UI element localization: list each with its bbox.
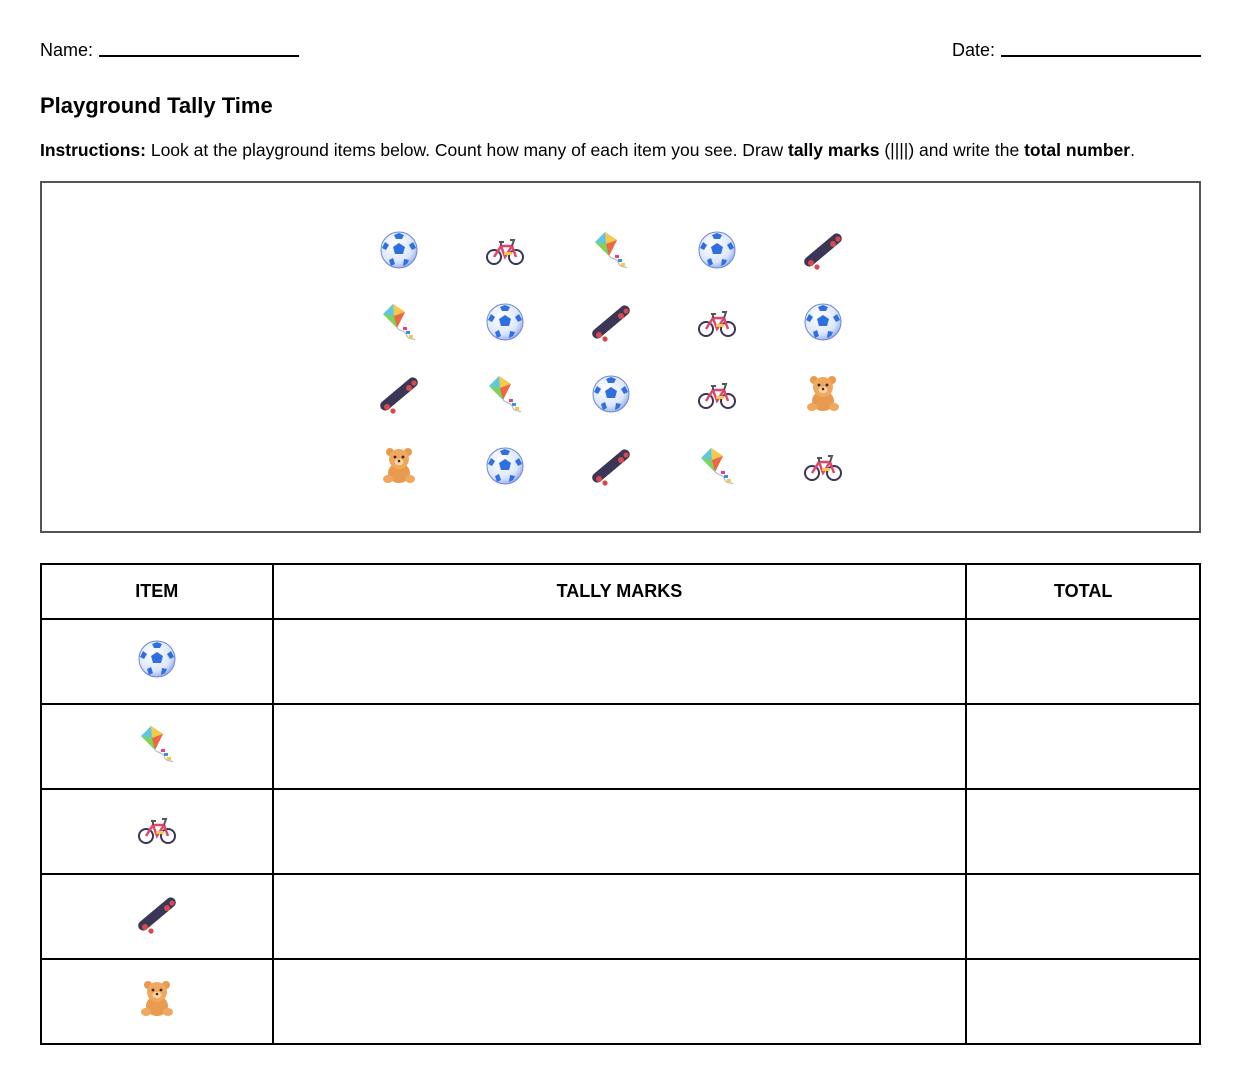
name-input-line[interactable] bbox=[99, 39, 299, 57]
instructions-bold-tally: tally marks bbox=[788, 140, 880, 160]
kite-icon bbox=[485, 374, 525, 414]
name-field bbox=[40, 38, 299, 62]
header-tally-marks: TALLY MARKS bbox=[273, 564, 967, 619]
playground-items-box bbox=[40, 181, 1201, 533]
tally-marks-cell[interactable] bbox=[273, 874, 967, 959]
total-cell[interactable] bbox=[966, 619, 1200, 704]
soccer-ball-icon bbox=[803, 302, 843, 342]
instructions-bold-total: total number bbox=[1024, 140, 1131, 160]
bicycle-icon bbox=[485, 230, 525, 270]
instructions-text-1: Look at the playground items below. Count how many of each item you see. Draw bbox=[145, 140, 788, 160]
table-row bbox=[41, 789, 1200, 874]
worksheet-title: Playground Tally Time bbox=[40, 93, 273, 118]
tally-table bbox=[40, 563, 1201, 1045]
skateboard-icon bbox=[803, 230, 843, 270]
item-cell bbox=[41, 789, 273, 874]
header-row bbox=[40, 38, 1201, 62]
kite-icon bbox=[137, 724, 177, 764]
total-cell[interactable] bbox=[966, 789, 1200, 874]
bicycle-icon bbox=[697, 374, 737, 414]
header-total: TOTAL bbox=[966, 564, 1200, 619]
skateboard-icon bbox=[379, 374, 419, 414]
total-cell[interactable] bbox=[966, 704, 1200, 789]
teddy-bear-icon bbox=[137, 979, 177, 1019]
teddy-bear-icon bbox=[803, 374, 843, 414]
soccer-ball-icon bbox=[697, 230, 737, 270]
tally-table-header-row bbox=[41, 564, 1200, 619]
item-cell bbox=[41, 704, 273, 789]
table-row bbox=[41, 619, 1200, 704]
soccer-ball-icon bbox=[485, 302, 525, 342]
soccer-ball-icon bbox=[485, 446, 525, 486]
instructions-lead: Instructions: bbox=[40, 140, 146, 160]
instructions bbox=[40, 139, 1135, 161]
skateboard-icon bbox=[137, 894, 177, 934]
instructions-text-3: . bbox=[1130, 140, 1135, 160]
total-cell[interactable] bbox=[966, 874, 1200, 959]
tally-marks-cell[interactable] bbox=[273, 789, 967, 874]
skateboard-icon bbox=[591, 302, 631, 342]
item-cell bbox=[41, 959, 273, 1044]
tally-marks-cell[interactable] bbox=[273, 619, 967, 704]
skateboard-icon bbox=[591, 446, 631, 486]
kite-icon bbox=[591, 230, 631, 270]
bicycle-icon bbox=[697, 302, 737, 342]
soccer-ball-icon bbox=[591, 374, 631, 414]
date-field bbox=[952, 38, 1201, 62]
name-label: Name: bbox=[40, 40, 94, 60]
tally-marks-cell[interactable] bbox=[273, 959, 967, 1044]
playground-items-grid bbox=[42, 183, 1199, 531]
header-item: ITEM bbox=[41, 564, 273, 619]
item-cell bbox=[41, 619, 273, 704]
date-input-line[interactable] bbox=[1001, 39, 1201, 57]
soccer-ball-icon bbox=[379, 230, 419, 270]
soccer-ball-icon bbox=[137, 639, 177, 679]
total-cell[interactable] bbox=[966, 959, 1200, 1044]
bicycle-icon bbox=[137, 809, 177, 849]
teddy-bear-icon bbox=[379, 446, 419, 486]
date-label: Date: bbox=[951, 40, 995, 60]
kite-icon bbox=[379, 302, 419, 342]
table-row bbox=[41, 874, 1200, 959]
item-cell bbox=[41, 874, 273, 959]
table-row bbox=[41, 959, 1200, 1044]
kite-icon bbox=[697, 446, 737, 486]
bicycle-icon bbox=[803, 446, 843, 486]
table-row bbox=[41, 704, 1200, 789]
tally-marks-cell[interactable] bbox=[273, 704, 967, 789]
instructions-text-2: (||||) and write the bbox=[879, 140, 1025, 160]
